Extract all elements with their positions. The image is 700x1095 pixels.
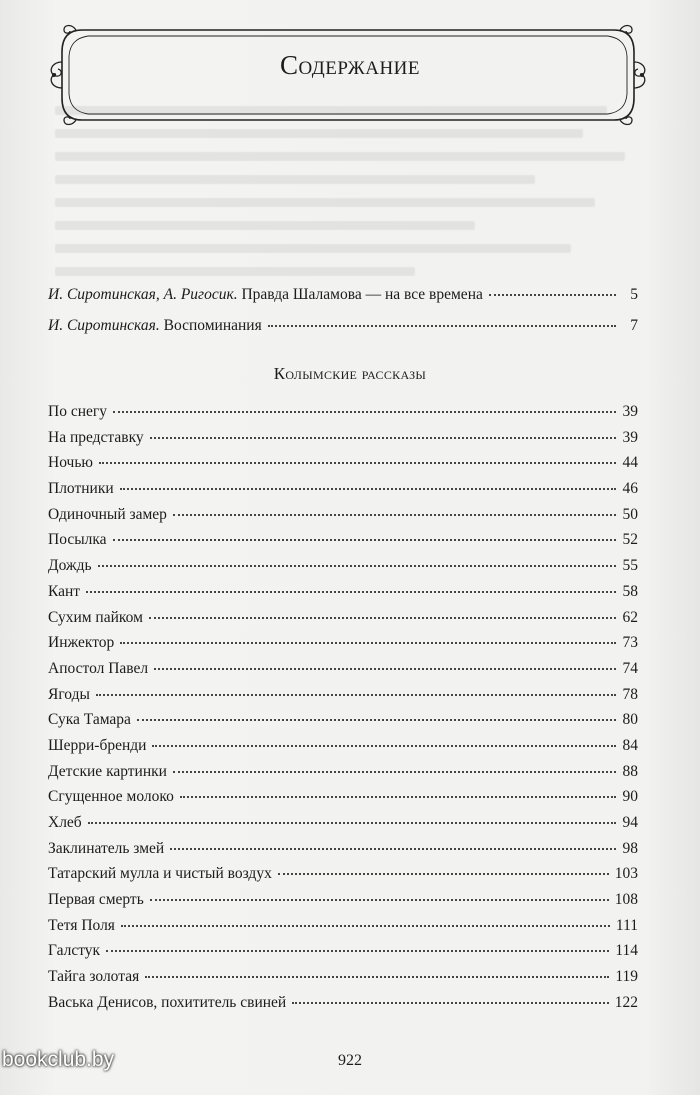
entry-title: Тетя Поля <box>48 916 115 934</box>
toc-entry[interactable] <box>48 403 638 429</box>
toc-entry[interactable] <box>48 583 638 609</box>
dot-leader <box>268 325 616 327</box>
toc-entry[interactable] <box>48 660 638 686</box>
page-title: Содержание <box>279 50 421 80</box>
entry-page: 119 <box>615 968 638 986</box>
dot-leader <box>120 642 616 644</box>
entry-page: 98 <box>622 839 638 857</box>
dot-leader <box>121 925 610 927</box>
entry-title: Сгущенное молоко <box>48 788 174 806</box>
toc-entry[interactable] <box>48 814 638 840</box>
dot-leader <box>99 462 616 464</box>
toc-entry[interactable] <box>48 480 638 506</box>
dot-leader <box>150 899 609 901</box>
entry-title: Воспоминания <box>163 317 262 334</box>
entry-page: 55 <box>622 557 638 575</box>
toc-entry[interactable] <box>48 634 638 660</box>
entry-title: Татарский мулла и чистый воздух <box>48 865 272 883</box>
entry-title: Детские картинки <box>48 762 167 780</box>
toc-list <box>48 403 638 1020</box>
dot-leader <box>149 617 616 619</box>
entry-page: 122 <box>614 993 638 1011</box>
dot-leader <box>86 591 616 593</box>
entry-page: 114 <box>615 942 638 960</box>
toc-entry[interactable] <box>48 531 638 557</box>
toc-entry[interactable] <box>48 968 638 994</box>
dot-leader <box>113 411 616 413</box>
entry-title: Сухим пайком <box>48 608 143 626</box>
dot-leader <box>489 294 616 296</box>
toc-entry[interactable] <box>48 557 638 583</box>
entry-page: 111 <box>615 916 638 934</box>
entry-title: Первая смерть <box>48 891 144 909</box>
entry-page: 73 <box>622 634 638 652</box>
toc-entry[interactable] <box>48 711 638 737</box>
toc-entry[interactable] <box>48 686 638 712</box>
dot-leader <box>145 976 609 978</box>
entry-page: 44 <box>622 454 638 472</box>
entry-page: 108 <box>614 891 638 909</box>
toc-entry[interactable] <box>48 891 638 917</box>
entry-title: Дождь <box>48 557 92 575</box>
entry-page: 52 <box>622 531 638 549</box>
toc-entry[interactable] <box>48 994 638 1020</box>
entry-title: Кант <box>48 582 81 600</box>
entry-title: Хлеб <box>48 814 82 831</box>
entry-page: 5 <box>630 286 638 303</box>
dot-leader <box>292 1002 609 1004</box>
entry-page: 7 <box>630 317 638 334</box>
toc-entry[interactable] <box>48 788 638 814</box>
entry-page: 39 <box>622 403 638 420</box>
entry-title: Правда Шаламова — на все времена <box>241 286 483 303</box>
entry-page: 74 <box>622 659 638 677</box>
page-number: 922 <box>338 1052 362 1069</box>
dot-leader <box>180 796 616 798</box>
dot-leader <box>98 565 616 567</box>
entry-page: 88 <box>622 762 638 780</box>
entry-title: Тайга золотая <box>48 968 140 986</box>
entry-page: 58 <box>622 582 638 600</box>
entry-page: 50 <box>622 505 638 523</box>
entry-title: Ягоды <box>48 685 90 703</box>
entry-title: Заклинатель змей <box>48 839 165 857</box>
toc-entry[interactable] <box>48 609 638 635</box>
entry-title: Васька Денисов, похититель свиней <box>48 993 287 1011</box>
entry-title: По снегу <box>48 403 107 420</box>
entry-author: И. Сиротинская, А. Ригосик. <box>48 286 238 303</box>
entry-title: Одиночный замер <box>48 505 167 523</box>
entry-page: 46 <box>622 480 638 498</box>
entry-title: Инжектор <box>48 634 115 652</box>
entry-page: 80 <box>622 711 638 729</box>
toc-entry[interactable] <box>48 763 638 789</box>
dot-leader <box>173 514 616 516</box>
toc-entry[interactable] <box>48 506 638 532</box>
entry-author: И. Сиротинская. <box>48 317 160 334</box>
toc-entry[interactable] <box>48 454 638 480</box>
entry-page: 84 <box>622 736 638 754</box>
entry-page: 103 <box>614 865 638 883</box>
dot-leader <box>120 488 616 490</box>
toc-entry[interactable] <box>48 840 638 866</box>
entry-page: 90 <box>622 788 638 806</box>
dot-leader <box>88 822 616 824</box>
dot-leader <box>106 950 609 952</box>
entry-title: Плотники <box>48 480 114 498</box>
entry-page: 94 <box>622 814 638 831</box>
toc-entry[interactable] <box>48 942 638 968</box>
dot-leader <box>154 668 616 670</box>
intro-entries <box>48 286 638 348</box>
dot-leader <box>170 848 616 850</box>
toc-entry[interactable] <box>48 286 638 317</box>
toc-entry[interactable] <box>48 865 638 891</box>
entry-title: Ночью <box>48 454 93 472</box>
toc-entry[interactable] <box>48 917 638 943</box>
toc-entry[interactable] <box>48 317 638 348</box>
toc-entry[interactable] <box>48 737 638 763</box>
entry-title: Шерри-бренди <box>48 736 147 754</box>
entry-title: Посылка <box>48 531 107 549</box>
entry-page: 78 <box>622 685 638 703</box>
dot-leader <box>150 437 616 439</box>
dot-leader <box>173 771 616 773</box>
watermark-text: bookclub.by <box>2 1048 115 1071</box>
dot-leader <box>278 873 609 875</box>
entry-title: На представку <box>48 428 144 446</box>
dot-leader <box>96 694 616 696</box>
entry-page: 62 <box>622 608 638 626</box>
entry-page: 39 <box>622 428 638 446</box>
entry-title: Апостол Павел <box>48 659 149 677</box>
dot-leader <box>152 745 616 747</box>
section-heading: Колымские рассказы <box>273 364 427 383</box>
dot-leader <box>137 719 616 721</box>
dot-leader <box>113 539 616 541</box>
entry-title: Сука Тамара <box>48 711 131 729</box>
entry-title: Галстук <box>48 942 101 960</box>
toc-entry[interactable] <box>48 429 638 455</box>
